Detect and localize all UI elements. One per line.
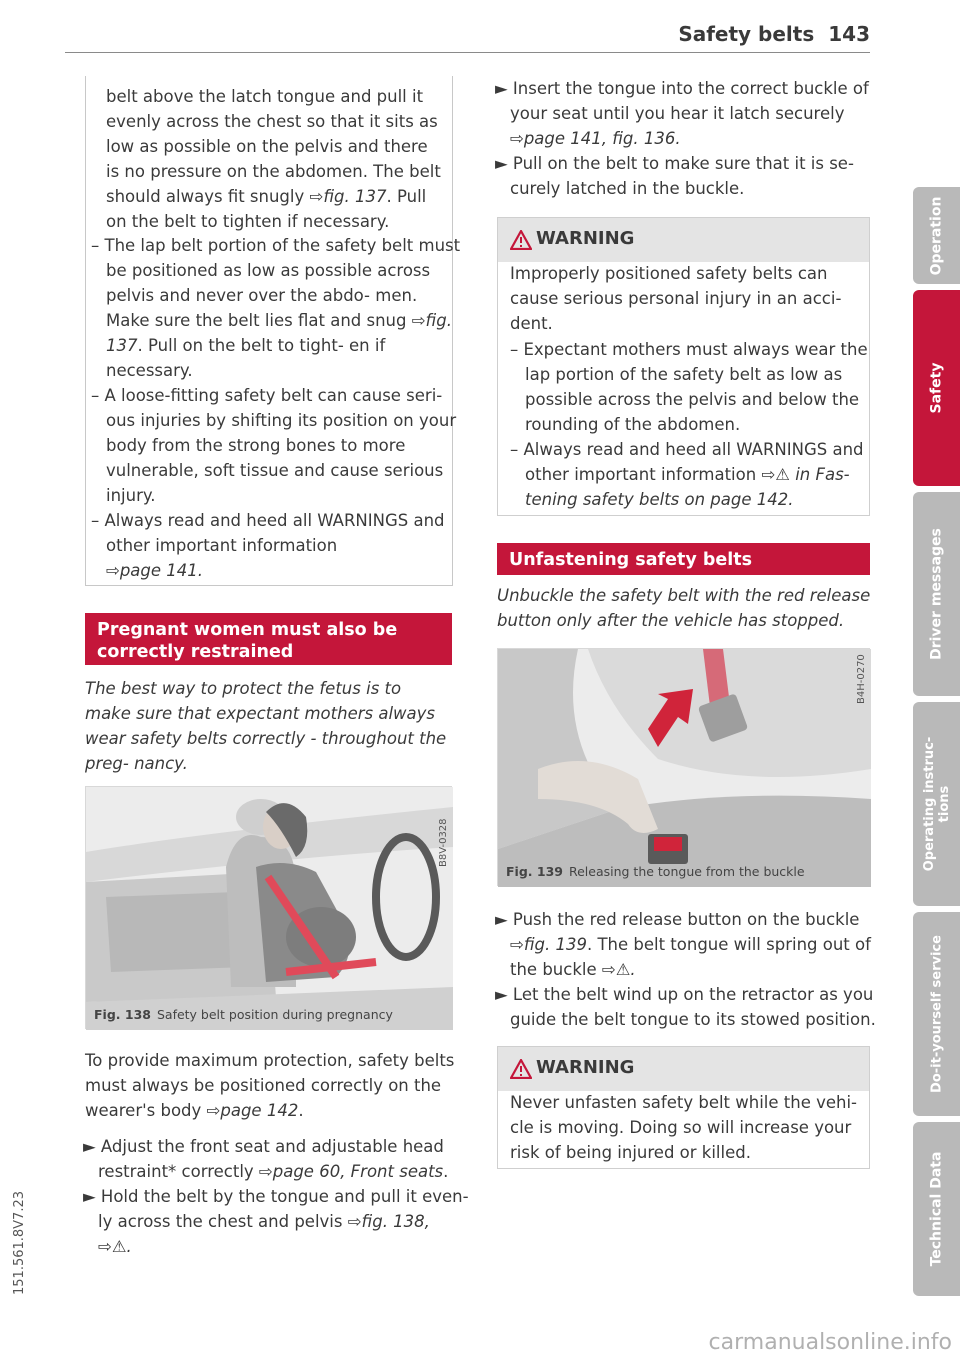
warning-1-bullet-2: – Always read and heed all WARNINGS and other important information ⇨⚠ in Fas- tening safety belts on page 142. (510, 440, 864, 509)
note-bullet-1: – The lap belt portion of the safety belt must be positioned as low as possible across pelvis and never over the abdo- men. Make sure the belt lies flat and snug ⇨fig. 137. Pull on the belt to tight- en if necessary. (91, 236, 461, 380)
section-intro-unfastening: Unbuckle the safety belt with the red release button only after the vehicle has stopped. (497, 586, 871, 630)
figure-caption-138: Fig. 138 Safety belt position during pregnancy (94, 1007, 393, 1022)
tab-driver-messages[interactable]: Driver messages (913, 492, 960, 696)
fig-137-link[interactable]: ⇨fig. 137 (309, 187, 387, 206)
step-adjust-seat: ► Adjust the front seat and adjustable head restraint* correctly ⇨page 60, Front seats. (83, 1137, 449, 1181)
running-head (678, 22, 870, 46)
section-heading-pregnant: Pregnant women must also be correctly restrained (85, 613, 452, 665)
warning-text-2: Never unfasten safety belt while the vehi- cle is moving. Doing so will increase your risk of being injured or killed. (510, 1093, 858, 1162)
figure-138 (85, 786, 452, 1029)
fig-139-link[interactable]: ⇨fig. 139 (510, 935, 587, 954)
section-heading-unfastening: Unfastening safety belts (497, 543, 870, 575)
warning-header-1 (498, 218, 869, 262)
warning-text-1: Improperly positioned safety belts can cause serious personal injury in an acci- dent. (510, 264, 842, 333)
note-intro: belt above the latch tongue and pull it evenly across the chest so that it sits as low as possible on the pelvis and there is no pressure on the abdomen. The belt should always fit snugly ⇨fig. 137. Pull on the belt to tighten if necessary. (106, 87, 441, 231)
page-number: 143 (828, 22, 870, 46)
step-pull-belt: ► Pull on the belt to make sure that it is se- curely latched in the buckle. (495, 154, 854, 198)
page-60-link[interactable]: ⇨page 60, Front seats (258, 1162, 444, 1181)
figure-code-138: B8V-0328 (438, 818, 449, 867)
page-141-link[interactable]: ⇨page 141. (106, 561, 204, 580)
warning-header-2 (498, 1047, 869, 1091)
buckle-release-illustration (498, 649, 871, 887)
step-wind-up: ► Let the belt wind up on the retractor as you guide the belt tongue to its stowed position. (495, 985, 876, 1029)
warning-link-2[interactable]: ⇨⚠. (601, 960, 636, 979)
figure-139 (497, 648, 870, 886)
note-bullet-3: – Always read and heed all WARNINGS and other important information ⇨page 141. (91, 511, 445, 580)
fig-138-link[interactable]: ⇨fig. 138, (347, 1212, 430, 1231)
figure-code-139: B4H-0270 (856, 654, 867, 704)
warning-link[interactable]: ⇨⚠. (98, 1237, 132, 1256)
pregnant-driver-illustration (86, 787, 453, 1030)
page-142-link[interactable]: ⇨page 142 (206, 1101, 299, 1120)
warning-triangle-icon (510, 1059, 532, 1079)
tab-diy-service[interactable]: Do-it-yourself service (913, 912, 960, 1116)
step-hold-belt: ► Hold the belt by the tongue and pull it even- ly across the chest and pelvis ⇨fig. 138, ⇨⚠. (83, 1187, 469, 1256)
watermark: carmanualsonline.info (708, 1330, 952, 1355)
warning-title-2: WARNING (536, 1057, 635, 1078)
tab-technical-data[interactable]: Technical Data (913, 1122, 960, 1296)
header-rule (65, 52, 870, 53)
fig-137-link-2[interactable]: ⇨fig. 137 (106, 311, 452, 355)
note-bullet-2: – A loose-fitting safety belt can cause seri- ous injuries by shifting its position on your body from the strong bones to more vulnerable, soft tissue and cause serious injury. (91, 386, 457, 505)
section-title: Safety belts (678, 22, 815, 46)
tab-operation[interactable]: Operation (913, 187, 960, 284)
warning-triangle-icon (510, 230, 532, 250)
page-141-fig-136-link[interactable]: ⇨page 141, fig. 136. (510, 129, 681, 148)
step-insert-tongue: ► Insert the tongue into the correct buckle of your seat until you hear it latch securely ⇨page 141, fig. 136. (495, 79, 869, 148)
tab-safety[interactable]: Safety (913, 290, 960, 486)
warning-1-bullet-1: – Expectant mothers must always wear the lap portion of the safety belt as low as possible across the pelvis and below the rounding of the abdomen. (510, 340, 868, 434)
section-intro-pregnant: The best way to protect the fetus is to make sure that expectant mothers always wear safety belts correctly - throughout the preg- nancy. (85, 679, 447, 773)
step-push-release: ► Push the red release button on the buckle ⇨fig. 139. The belt tongue will spring out of the buckle ⇨⚠. (495, 910, 871, 979)
tab-operating-instructions[interactable]: Operating instruc- tions (913, 702, 960, 906)
fastening-link[interactable]: ⇨⚠ in Fas- tening safety belts on page 142. (525, 465, 850, 509)
para-maximum-protection: To provide maximum protection, safety belts must always be positioned correctly on the wearer's body ⇨page 142. (85, 1051, 455, 1120)
document-code: 151.561.8V7.23 (12, 1191, 27, 1295)
figure-caption-139: Fig. 139 Releasing the tongue from the buckle (506, 864, 805, 879)
warning-title-1: WARNING (536, 228, 635, 249)
